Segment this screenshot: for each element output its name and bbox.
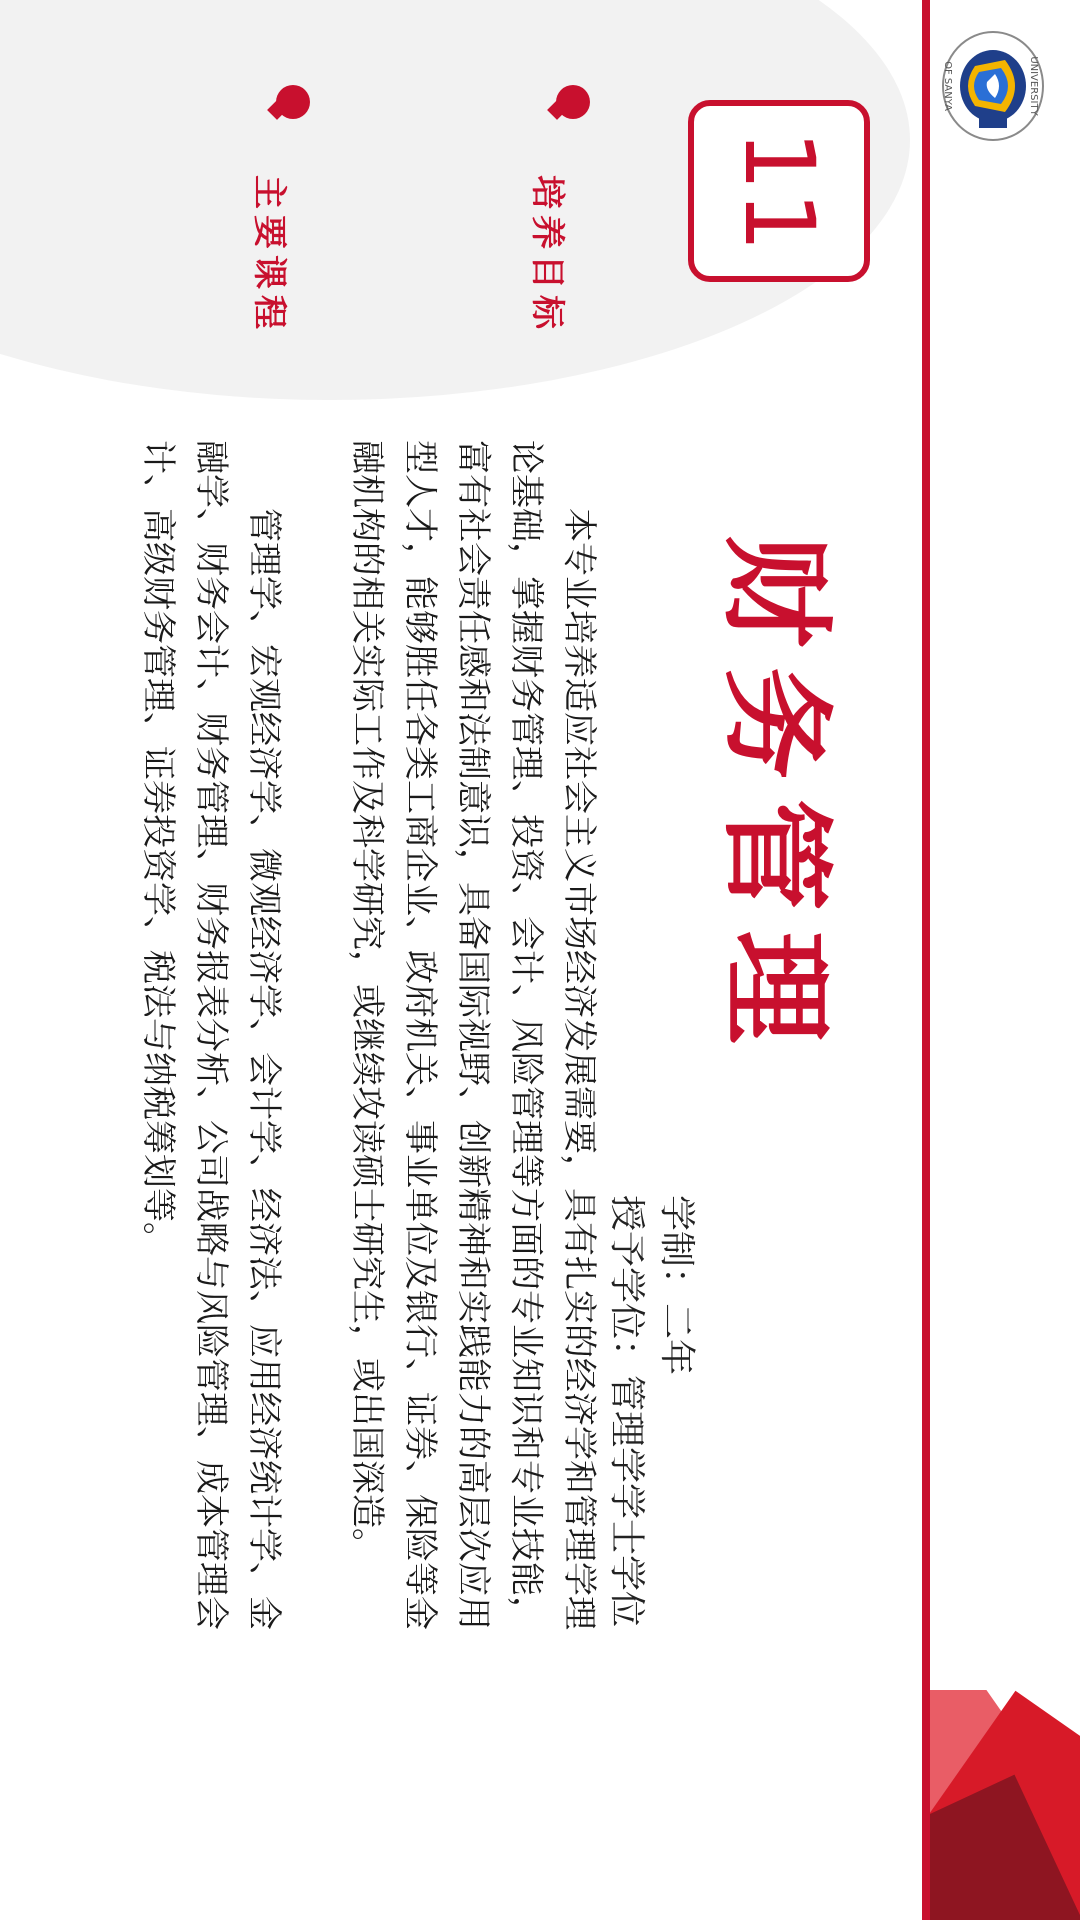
svg-text:UNIVERSITY: UNIVERSITY — [1028, 56, 1039, 116]
degree-text: 授予学位：管理学学士学位 — [606, 1195, 647, 1628]
university-logo-icon — [941, 30, 1045, 142]
corner-decoration — [930, 1690, 1080, 1920]
page-title: 财务管理 — [710, 535, 840, 1063]
bullet-icon — [556, 85, 590, 119]
duration-text: 学制：二年 — [656, 1195, 697, 1376]
section-label-courses: 主要课程 — [249, 175, 289, 335]
bullet-icon — [276, 85, 310, 119]
goal-paragraph: 本专业培养适应社会主义市场经济发展需要，具有扎实的经济学和管理学理论基础，掌握财务管理、投资、会计、风险管理等方面的专业知识和专业技能，富有社会责任感和法制意识，具备国际视野、创新精神和实践能力的高层次应用型人才，能够胜任各类工商企业、政府机关、事业单位及银行、证券、保险等金融机构的相关实际工作及科学研究，或继续攻读硕士研究生，或出国深造。 — [347, 440, 599, 1630]
courses-paragraph: 管理学、宏观经济学、微观经济学、会计学、经济法、应用经济统计学、金融学、财务会计、财务管理、财务报表分析、公司战略与风险管理、成本管理会计、高级财务管理、证券投资学、税法与纳税筹划等。 — [138, 440, 284, 1630]
section-label-goal: 培养目标 — [527, 175, 567, 335]
accent-divider — [922, 0, 930, 1920]
svg-text:OF SANYA: OF SANYA — [942, 61, 953, 111]
page-number-badge: 11 — [688, 100, 870, 282]
